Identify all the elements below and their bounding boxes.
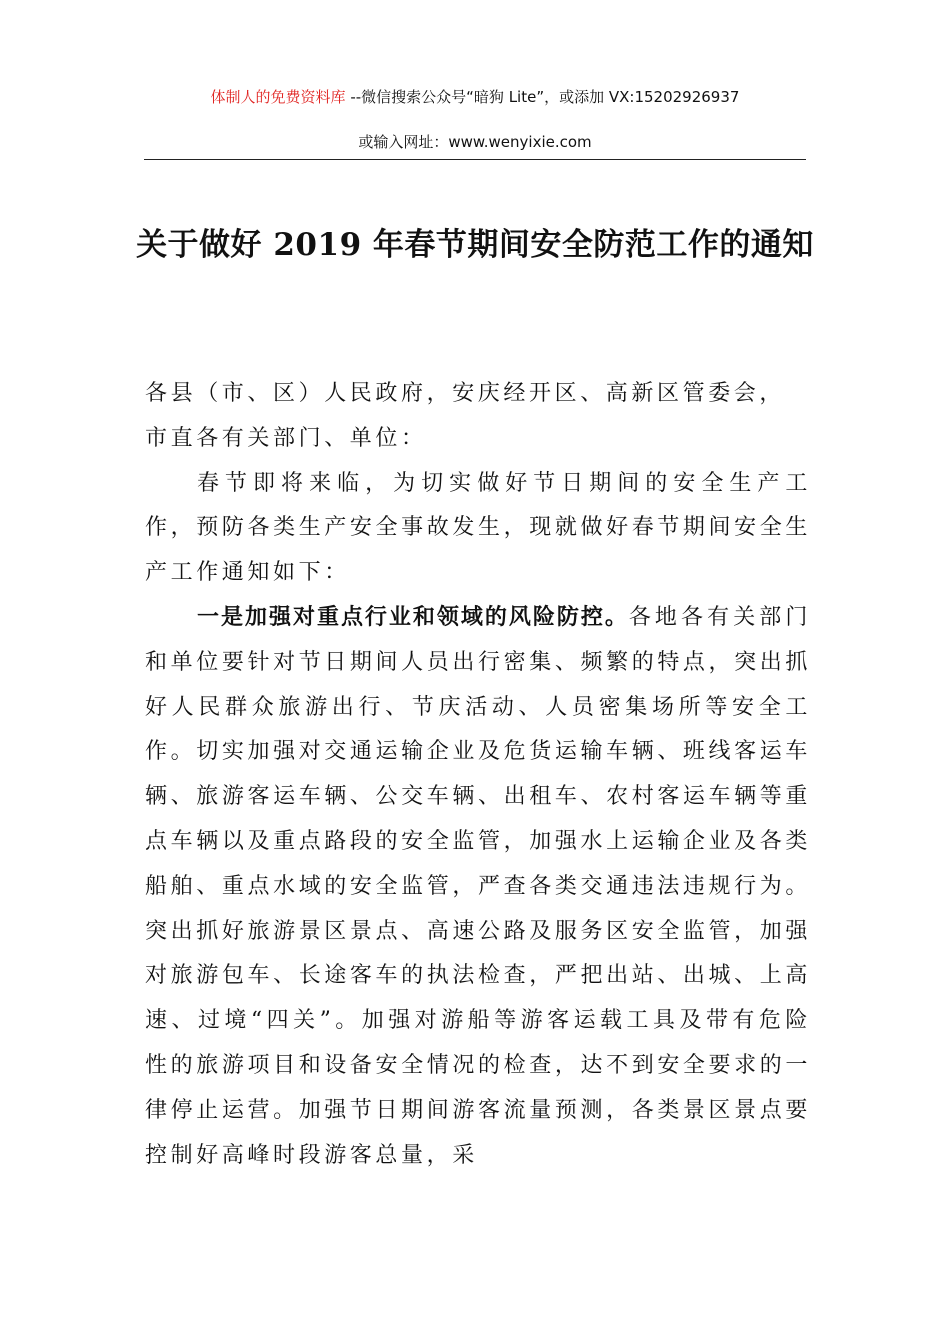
document-body — [145, 372, 811, 1178]
header-divider — [144, 159, 806, 160]
document-title: 关于做好 2019 年春节期间安全防范工作的通知 — [136, 227, 814, 263]
addressee-line-2: 市直各有关部门、单位： — [145, 425, 427, 451]
section-1-text: 各地各有关部门和单位要针对节日期间人员出行密集、频繁的特点，突出抓好人民群众旅游出行、节庆活动、人员密集场所等安全工作。切实加强对交通运输企业及危货运输车辆、班线客运车辆、旅游客运车辆、公交车辆、出租车、农村客运车辆等重点车辆以及重点路段的安全监管，加强水上运输企业及各类船舶、重点水域的安全监管，严查各类交通违法违规行为。突出抓好旅游景区景点、高速公路及服务区安全监管，加强对旅游包车、长途客车的执法检查，严把出站、出城、上高速、过境“四关”。加强对游船等游客运载工具及带有危险性的旅游项目和设备安全情况的检查，达不到安全要求的一律停止运营。加强节日期间游客流量预测，各类景区景点要控制好高峰时段游客总量，采 — [145, 604, 811, 1168]
header-source-name: 体制人的免费资料库 — [210, 88, 346, 106]
header-website: 或输入网址：www.wenyixie.com — [358, 133, 592, 151]
header-source-contact: --微信搜索公众号“暗狗 Lite”，或添加 VX:15202926937 — [345, 88, 740, 106]
addressee-line-1: 各县（市、区）人民政府，安庆经开区、高新区管委会， — [145, 381, 786, 406]
section-1-paragraph — [145, 596, 811, 1178]
intro-paragraph: 春节即将来临，为切实做好节日期间的安全生产工作，预防各类生产安全事故发生，现就做好春节期间安全生产工作通知如下： — [145, 470, 811, 586]
section-1-heading: 一是加强对重点行业和领域的风险防控。 — [197, 604, 629, 630]
header-source-line — [0, 86, 950, 108]
